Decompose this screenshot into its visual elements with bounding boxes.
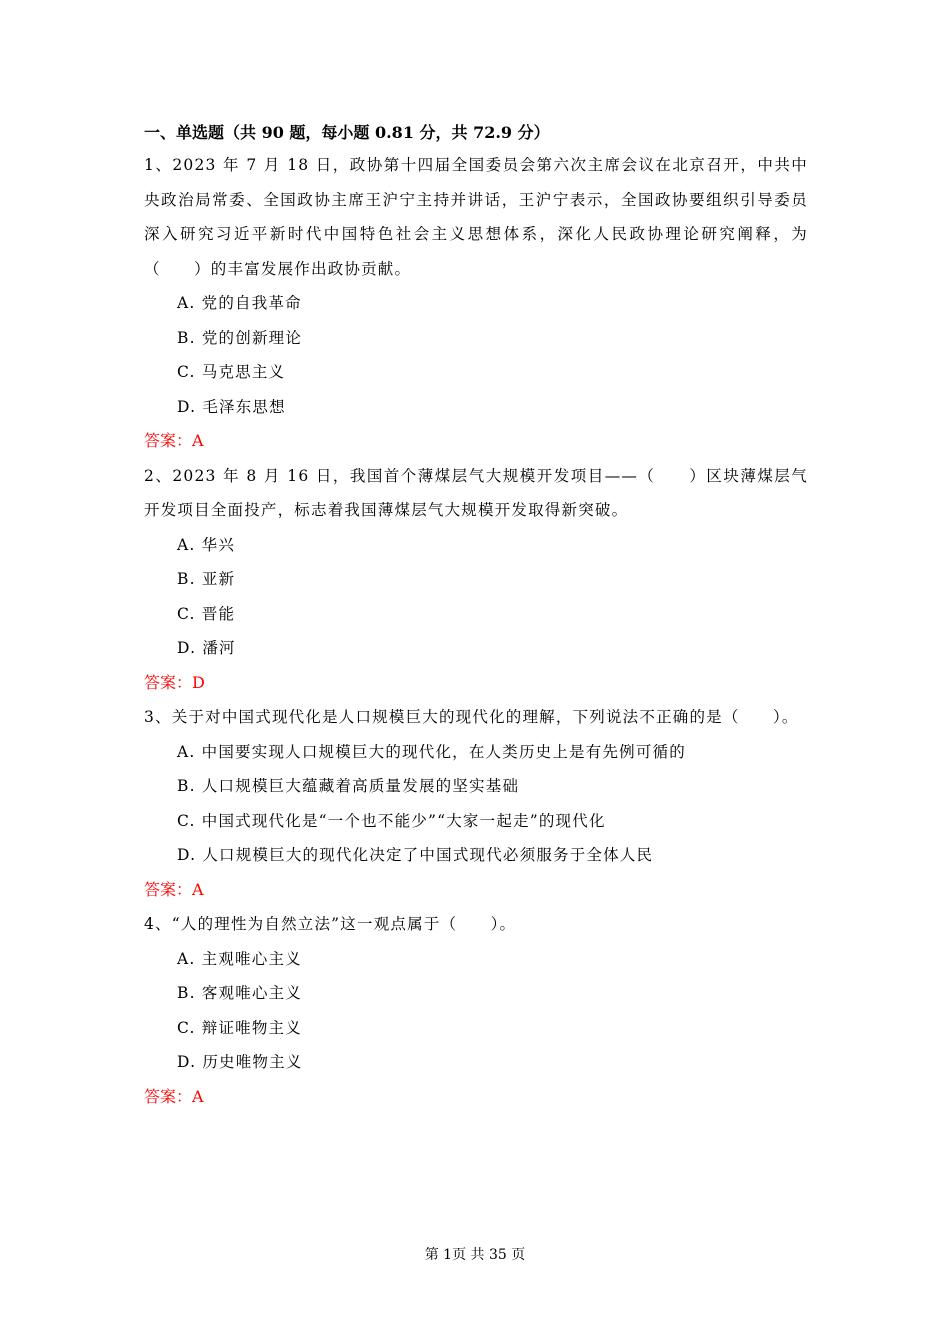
section-title: 一、单选题（共 90 题，每小题 0.81 分，共 72.9 分）	[144, 123, 550, 142]
option-c: C. 晋能	[177, 604, 236, 623]
option-b: B. 客观唯心主义	[177, 984, 303, 1002]
option-a: A. 华兴	[177, 535, 236, 554]
option-c: C. 马克思主义	[177, 363, 286, 381]
answer-value: A	[192, 879, 204, 899]
question-3	[144, 700, 808, 907]
option-d: D. 毛泽东思想	[177, 397, 286, 416]
answer-label: 答案：	[144, 431, 193, 450]
answer-label: 答案：	[144, 672, 193, 692]
option-d: D. 人口规模巨大的现代化决定了中国式现代必须服务于全体人民	[177, 846, 654, 864]
question-stem: 2、2023 年 8 月 16 日，我国首个薄煤层气大规模开发项目——（ ）区块薄煤层气开发项目全面投产，标志着我国薄煤层气大规模开发取得新突破。	[144, 466, 808, 519]
question-1	[144, 148, 808, 459]
question-stem: 4、“人的理性为自然立法”这一观点属于（ ）。	[144, 915, 517, 933]
option-a: A. 党的自我革命	[177, 294, 302, 312]
option-c: C. 中国式现代化是“一个也不能少”“大家一起走”的现代化	[177, 811, 606, 830]
question-stem: 1、2023 年 7 月 18 日，政协第十四届全国委员会第六次主席会议在北京召开，中共中央政治局常委、全国政协主席王沪宁主持并讲话，王沪宁表示，全国政协要组织引导委员深入研究习近平新时代中国特色社会主义思想体系，深化人民政协理论研究阐释，为（ ）的丰富发展作出政协贡献。	[144, 156, 808, 278]
option-c: C. 辩证唯物主义	[177, 1018, 302, 1037]
answer-line	[144, 1080, 808, 1115]
answer-value: A	[192, 431, 204, 450]
answer-line	[144, 424, 808, 459]
option-b: B. 党的创新理论	[177, 328, 303, 347]
option-a: A. 中国要实现人口规模巨大的现代化，在人类历史上是有先例可循的	[177, 742, 686, 761]
question-2	[144, 459, 808, 701]
option-b: B. 亚新	[177, 570, 236, 588]
answer-line	[144, 873, 808, 908]
page-footer: 第 1页 共 35 页	[424, 1247, 526, 1263]
page-content	[144, 118, 808, 1114]
answer-line	[144, 666, 808, 701]
answer-label: 答案：	[144, 879, 193, 899]
answer-label: 答案：	[144, 1086, 193, 1106]
question-4	[144, 907, 808, 1114]
option-d: D. 潘河	[177, 639, 236, 657]
answer-value: A	[192, 1086, 204, 1106]
option-b: B. 人口规模巨大蕴藏着高质量发展的坚实基础	[177, 777, 520, 795]
option-a: A. 主观唯心主义	[177, 949, 302, 968]
answer-value: D	[192, 672, 205, 692]
question-stem: 3、关于对中国式现代化是人口规模巨大的现代化的理解，下列说法不正确的是（ ）。	[144, 708, 799, 726]
option-d: D. 历史唯物主义	[177, 1053, 303, 1071]
